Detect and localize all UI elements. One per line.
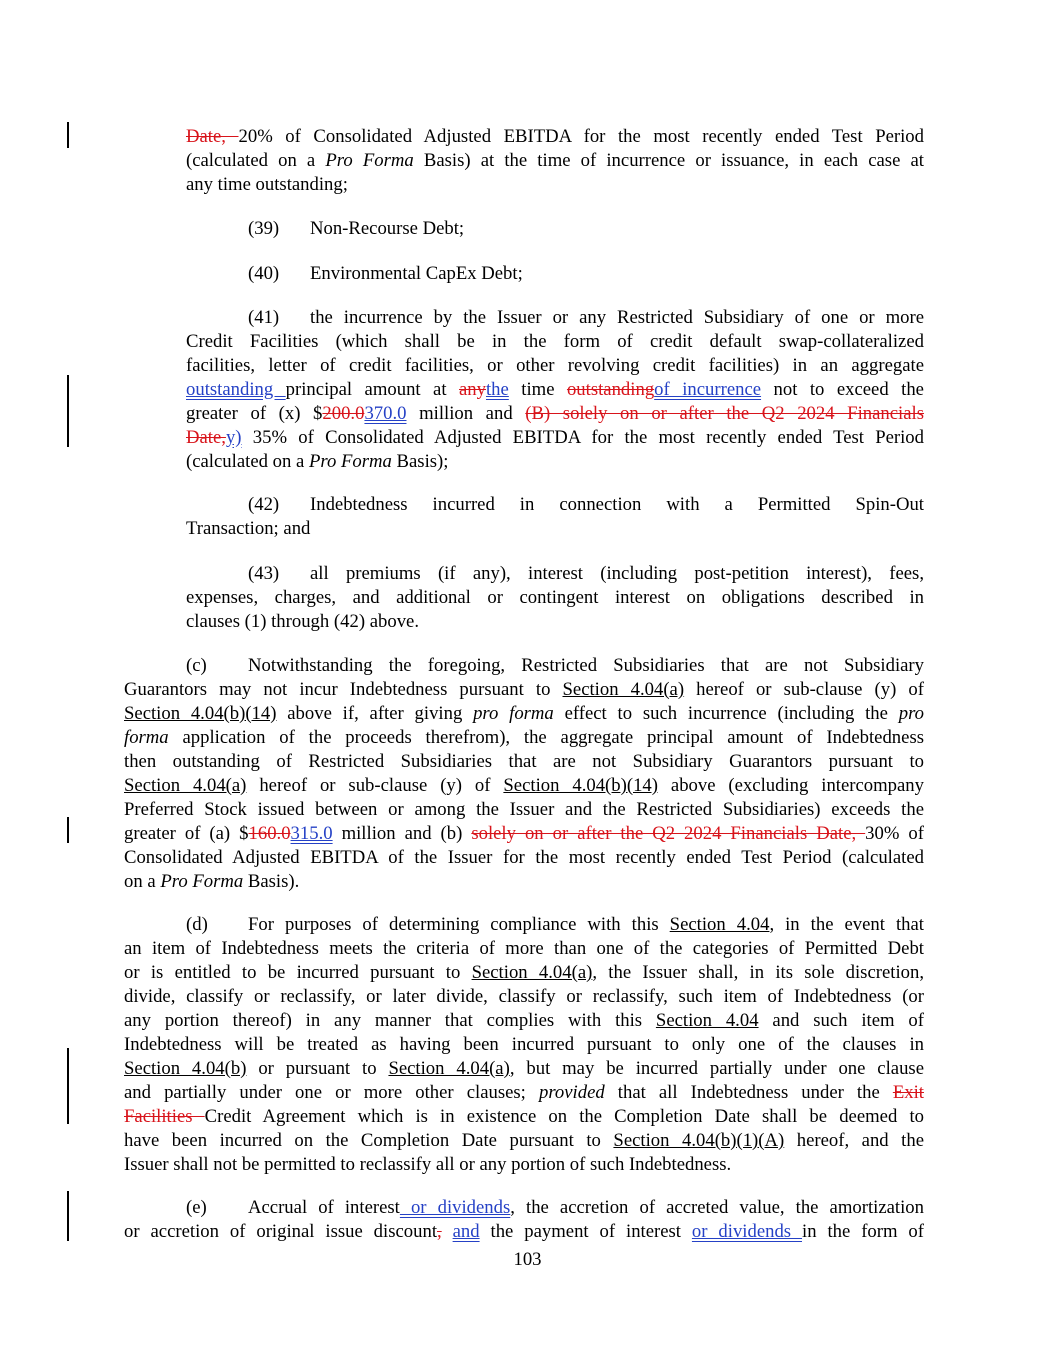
section-reference: Section 4.04(b)(14) [503,775,658,796]
inserted-text: or dividends [399,1197,511,1218]
clause-43: (43) all premiums (if any), interest (including post-petition interest), fees, expenses, charges, and additional or contingent interest on obligations described in clauses (1) through (42) above. [186,563,924,632]
deleted-text: Facilities [124,1106,205,1127]
clause-number: (39) [248,218,280,239]
inserted-text: of incurrence [654,379,762,400]
inserted-text: and [452,1221,480,1242]
clause-39: (39) Non-Recourse Debt; [248,218,465,239]
inserted-text: 370.0 [364,403,407,424]
paragraph-d: (d) For purposes of determining compliance with this Section 4.04, in the event that an item of Indebtedness meets the criteria of more than one of the categories of Permitted Debt or is entitled to be incurred pursuant to Section 4.04(a), the Issuer shall, in its sole discretion, divide, classify or reclassify, or later divide, classify or reclassify, such item of Indebtedness (or any portion thereof) in any manner that complies with this Section 4.04 and such item of Indebtedness will be treated as having been incurred pursuant to only one of the clauses in Section 4.04(b) or pursuant to Section 4.04(a), but may be incurred partially under one clause and partially under one or more other clauses; provided that all Indebtedness under the Exit Facilities Credit Agreement which is in existence on the Completion Date shall be deemed to have been incurred on the Completion Date pursuant to Section 4.04(b)(1)(A) hereof, and the Issuer shall not be permitted to reclassify all or any portion of such Indebtedness. [124,914,925,1175]
change-bar [67,817,69,843]
clause-number: (42) [248,494,280,515]
deleted-text: 160.0 [248,823,291,844]
deleted-text: Exit [892,1082,924,1103]
change-bar [67,1048,69,1124]
clause-number: (43) [248,563,280,584]
paragraph-e: (e) Accrual of interest or dividends, the accretion of accreted value, the amortization or accretion of original issue discount, and the payment of interest or dividends in the form of [124,1197,925,1242]
section-reference: Section 4.04 [655,1010,759,1031]
deleted-text: , [437,1221,442,1242]
section-reference: Section 4.04(a) [471,962,593,983]
paragraph-number: (c) [186,655,207,676]
paragraph-number: (d) [186,914,208,935]
change-bar [67,375,69,447]
inserted-text: or dividends [691,1221,802,1242]
section-reference: Section 4.04(a) [124,775,247,796]
clause-41: (41) the incurrence by the Issuer or any Restricted Subsidiary of one or more Credit Facilities (which shall be in the form of credit default swap-collateralized facilities, letter of credit facilities, or other revolving credit facilities) in an aggregate outstanding principal amount at anythe time outstandingof incurrence not to exceed the greater of (x) $200.0370.0 million and (B) solely on or after the Q2 2024 Financials Date,y) 35% of Consolidated Adjusted EBITDA for the most recently ended Test Period (calculated on a Pro Forma Basis); [186,307,924,472]
deleted-text: any [459,379,486,400]
paragraph-c: (c) Notwithstanding the foregoing, Restricted Subsidiaries that are not Subsidiary Guarantors may not incur Indebtedness pursuant to Section 4.04(a) hereof or sub-clause (y) of Section 4.04(b)(14) above if, after giving pro forma effect to such incurrence (including the pro forma application of the proceeds therefrom), the aggregate principal amount of Indebtedness then outstanding of Restricted Subsidiaries that are not Subsidiary Guarantors pursuant to Section 4.04(a) hereof or sub-clause (y) of Section 4.04(b)(14) above (excluding intercompany Preferred Stock issued between or among the Issuer and the Restricted Subsidiaries) exceeds the greater of (a) $160.0315.0 million and (b) solely on or after the Q2 2024 Financials Date, 30% of Consolidated Adjusted EBITDA of the Issuer for the most recently ended Test Period (calculated on a Pro Forma Basis). [124,655,924,892]
deleted-text: (B) solely on or after the Q2 2024 Financials [525,403,924,424]
change-bar [67,1191,69,1241]
section-reference: Section 4.04(a) [562,679,685,700]
deleted-text: outstanding [566,379,655,400]
section-reference: Section 4.04(a) [388,1058,510,1079]
inserted-text: y) [225,427,242,448]
deleted-text: solely on or after the Q2 2024 Financials Date, [471,823,866,844]
page-number: 103 [513,1249,542,1270]
inserted-text: the [485,379,509,400]
deleted-text: 200.0 [322,403,365,424]
section-reference: Section 4.04(b)(1)(A) [613,1130,785,1151]
clause-42: (42) Indebtedness incurred in connection with a Permitted Spin-Out Transaction; and [186,494,924,539]
change-bar [67,122,69,148]
inserted-text: 315.0 [290,823,333,844]
paragraph-number: (e) [186,1197,207,1218]
clause-40: (40) Environmental CapEx Debt; [248,263,523,284]
section-reference: Section 4.04(b)(14) [124,703,277,724]
inserted-text: outstanding [186,379,286,400]
deleted-text: Date, [186,427,226,448]
section-reference: Section 4.04(b) [124,1058,247,1079]
clause-number: (40) [248,263,280,284]
deleted-text: Date, [186,126,239,147]
continued-clause-38: Date, 20% of Consolidated Adjusted EBITDA for the most recently ended Test Period (calculated on a Pro Forma Basis) at the time of incurrence or issuance, in each case at any time outstanding; [186,126,924,195]
clause-number: (41) [248,307,280,328]
section-reference: Section 4.04 [669,914,770,935]
